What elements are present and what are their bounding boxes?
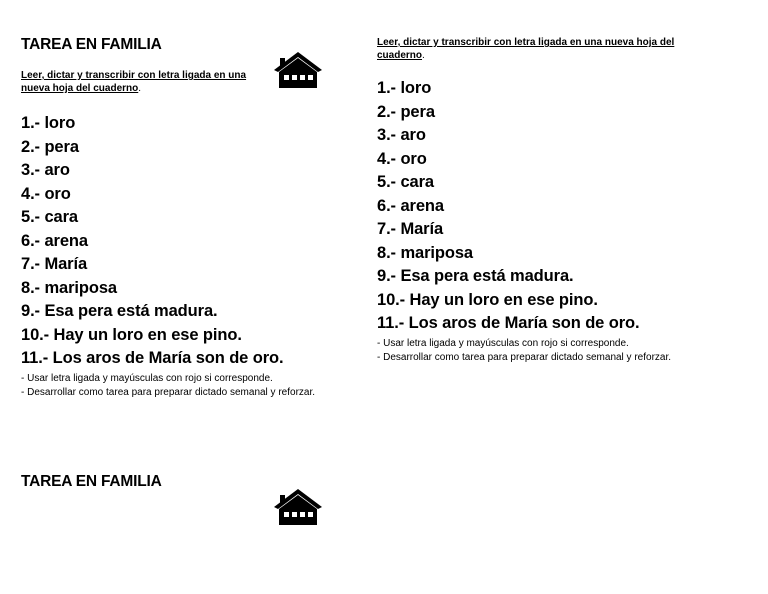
list-item: 2.- pera bbox=[377, 102, 435, 121]
note-line: - Desarrollar como tarea para preparar dictado semanal y reforzar. bbox=[377, 352, 672, 363]
list-item: 1.- loro bbox=[377, 79, 432, 97]
list-item: 11.- Los aros de María son de oro. bbox=[21, 349, 284, 367]
note-line: - Usar letra ligada y mayúsculas con rojo si corresponde. bbox=[21, 373, 273, 384]
instruction-text: Leer, dictar y transcribir con letra ligada en una nueva hoja del cuaderno. bbox=[21, 70, 247, 94]
list-item: 2.- pera bbox=[21, 137, 79, 156]
list-item: 7.- María bbox=[21, 255, 88, 273]
list-item: 9.- Esa pera está madura. bbox=[21, 302, 218, 320]
list-item: 5.- cara bbox=[21, 208, 78, 226]
section-title: TAREA EN FAMILIA bbox=[21, 473, 162, 490]
list-item: 5.- cara bbox=[377, 173, 434, 191]
list-item: 8.- mariposa bbox=[377, 243, 474, 262]
list-item: 3.- aro bbox=[377, 126, 426, 144]
list-item: 11.- Los aros de María son de oro. bbox=[377, 314, 640, 332]
list-item: 4.- oro bbox=[21, 184, 71, 203]
list-item: 6.- arena bbox=[21, 231, 88, 250]
list-item: 10.- Hay un loro en ese pino. bbox=[377, 290, 598, 309]
list-item: 4.- oro bbox=[377, 149, 427, 168]
list-item: 9.- Esa pera está madura. bbox=[377, 267, 574, 285]
instruction-text: Leer, dictar y transcribir con letra ligada en una nueva hoja del cuaderno. bbox=[377, 37, 675, 61]
note-line: - Usar letra ligada y mayúsculas con rojo si corresponde. bbox=[377, 338, 629, 349]
list-item: 10.- Hay un loro en ese pino. bbox=[21, 325, 242, 344]
notes bbox=[377, 337, 671, 365]
word-list bbox=[377, 77, 640, 336]
page-title: TAREA EN FAMILIA bbox=[21, 36, 162, 53]
note-line: - Desarrollar como tarea para preparar dictado semanal y reforzar. bbox=[21, 387, 316, 398]
house-icon bbox=[272, 487, 324, 527]
list-item: 8.- mariposa bbox=[21, 278, 118, 297]
list-item: 3.- aro bbox=[21, 161, 70, 179]
house-icon bbox=[272, 50, 324, 90]
word-list bbox=[21, 112, 284, 371]
list-item: 1.- loro bbox=[21, 114, 76, 132]
list-item: 7.- María bbox=[377, 220, 444, 238]
list-item: 6.- arena bbox=[377, 196, 444, 215]
notes bbox=[21, 372, 315, 400]
